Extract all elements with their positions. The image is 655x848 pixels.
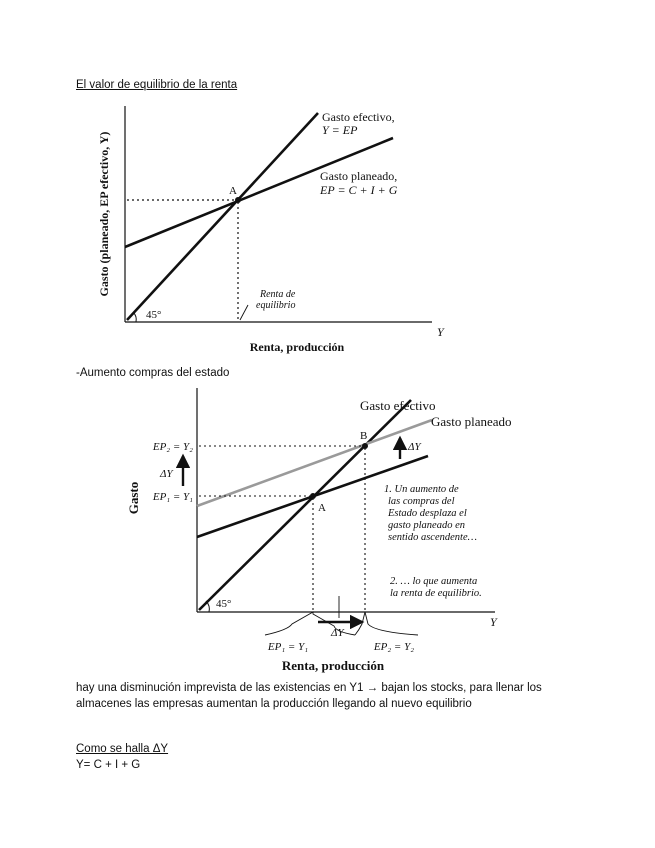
y-tick-eq1: EP₁ = Y₁: [152, 491, 193, 503]
point-label-a: A: [229, 185, 237, 197]
legend-actual: Gasto efectivo: [360, 398, 436, 413]
annotation1-line-2: las compras del: [388, 496, 455, 507]
x-axis-label: Renta, producción: [249, 340, 345, 354]
point-label-a: A: [318, 502, 326, 514]
delta-label-right: ΔY: [408, 441, 421, 453]
annotation2-line-2: la renta de equilibrio.: [390, 588, 482, 599]
body-text-line-2: almacenes las empresas aumentan la producción llegando al nuevo equilibrio: [76, 698, 472, 710]
y-tick-eq2: EP₂ = Y₂: [152, 441, 193, 453]
point-b: [362, 443, 368, 449]
annotation2-line-1: 2. … lo que aumenta: [390, 576, 478, 587]
x-axis-end-label: Y: [490, 615, 497, 629]
annotation1-line-3: Estado desplaza el: [388, 508, 467, 519]
y-axis-label: Gasto: [126, 481, 141, 515]
legend-planned: Gasto planeado: [431, 414, 512, 429]
x-axis-end-label: Y: [437, 325, 444, 339]
delta-label-bottom: ΔY: [331, 627, 344, 639]
point-label-b: B: [360, 430, 368, 442]
annotation-line-1: Renta de: [260, 289, 296, 300]
annotation1-line-5: sentido ascendente…: [388, 532, 477, 543]
x-tick-eq1: EP₁ = Y₁: [267, 641, 309, 653]
formula-text: Y= C + I + G: [76, 759, 141, 771]
legend-planned-2: EP = C + I + G: [320, 183, 398, 197]
legend-actual-1: Gasto efectivo,: [322, 110, 395, 124]
angle-label: 45°: [146, 309, 162, 321]
x-tick-eq2: EP₂ = Y₂: [373, 641, 415, 653]
body-text-line-1: hay una disminución imprevista de las existencias en Y1 → bajan los stocks, para llenar los: [76, 682, 542, 694]
heading-government-purchases: -Aumento compras del estado: [76, 367, 230, 379]
y-axis-label: Gasto (planeado, EP efectivo, Y): [97, 131, 111, 297]
annotation1-line-1: 1. Un aumento de: [384, 484, 459, 495]
delta-label-left: ΔY: [160, 468, 173, 480]
brace-eq2: [355, 612, 418, 635]
angle-label: 45°: [216, 598, 232, 610]
line-actual-spending: [199, 400, 411, 610]
legend-planned-1: Gasto planeado,: [320, 169, 398, 183]
x-axis-label: Renta, producción: [281, 658, 385, 673]
annotation1-line-4: gasto planeado en: [388, 520, 465, 531]
point-a: [310, 493, 316, 499]
heading-delta-y: Como se halla ΔY: [76, 743, 169, 755]
heading-equilibrium: El valor de equilibrio de la renta: [76, 79, 238, 91]
annotation-line-2: equilibrio: [256, 300, 296, 311]
legend-actual-2: Y = EP: [322, 123, 358, 137]
